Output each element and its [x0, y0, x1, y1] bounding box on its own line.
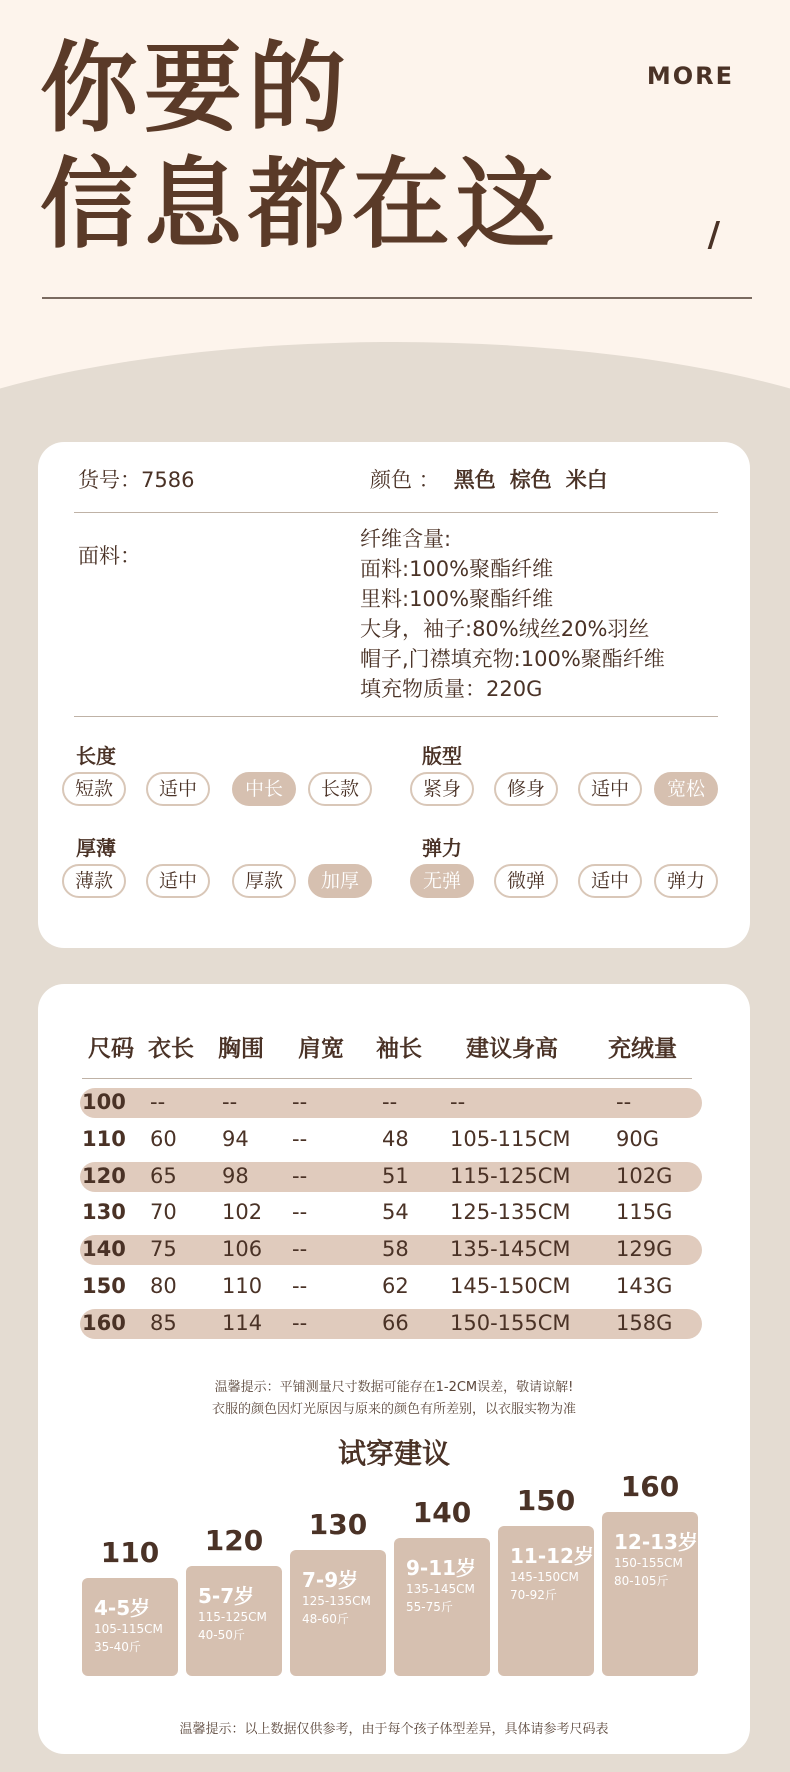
attr-fit-title: 版型	[422, 744, 462, 768]
fit-weight: 70-92斤	[510, 1588, 557, 1602]
table-cell: --	[292, 1237, 308, 1262]
table-cell: 85	[150, 1310, 177, 1335]
fit-height: 150-155CM	[614, 1556, 683, 1570]
fit-weight: 40-50斤	[198, 1628, 245, 1642]
table-cell: 51	[382, 1163, 409, 1188]
fit-height: 145-150CM	[510, 1570, 579, 1584]
attr-length-option: 短款	[62, 772, 126, 806]
attr-fit-option: 适中	[578, 772, 642, 806]
fit-weight: 80-105斤	[614, 1574, 669, 1588]
table-cell: --	[382, 1090, 398, 1114]
page-title-line1: 你要的	[40, 32, 353, 146]
fit-weight: 55-75斤	[406, 1600, 453, 1614]
color-option: 黑色	[453, 468, 496, 492]
table-cell: 65	[150, 1163, 177, 1188]
fit-size: 160	[620, 1470, 680, 1503]
color-row	[370, 464, 608, 494]
attr-thickness-option-selected: 加厚	[308, 864, 372, 898]
table-cell: 94	[222, 1126, 249, 1151]
fit-size: 120	[204, 1524, 264, 1557]
fit-card	[290, 1550, 386, 1676]
table-cell-size: 150	[82, 1274, 126, 1298]
sku-label: 货号：	[78, 468, 141, 492]
table-cell-size: 120	[82, 1163, 126, 1188]
fabric-line: 填充物质量：220G	[360, 677, 543, 701]
table-cell: 58	[382, 1237, 409, 1262]
color-label: 颜色 ：	[370, 468, 440, 492]
table-cell: 98	[222, 1163, 249, 1188]
table-header-length: 衣长	[148, 1036, 194, 1062]
table-cell: 125-135CM	[450, 1200, 571, 1225]
attr-length-option: 适中	[146, 772, 210, 806]
fit-size: 110	[100, 1536, 160, 1569]
table-cell: 62	[382, 1274, 409, 1298]
table-cell: 110	[222, 1274, 263, 1298]
attr-elastic-option: 微弹	[494, 864, 558, 898]
attr-fit-option: 修身	[494, 772, 558, 806]
table-cell: 102G	[616, 1163, 673, 1188]
table-cell: --	[150, 1090, 166, 1114]
table-cell: 90G	[616, 1126, 659, 1151]
table-cell: 158G	[616, 1310, 673, 1335]
table-cell-size: 160	[82, 1310, 126, 1335]
fit-age: 7-9岁	[302, 1568, 359, 1592]
product-info-card	[38, 442, 750, 948]
table-header-size: 尺码	[88, 1036, 134, 1062]
fit-age: 4-5岁	[94, 1596, 151, 1620]
attr-length-title: 长度	[76, 744, 116, 768]
table-tip-2: 衣服的颜色因灯光原因与原来的颜色有所差别，以衣服实物为准	[211, 1402, 576, 1417]
table-cell: 115-125CM	[450, 1163, 571, 1188]
table-cell: 150-155CM	[450, 1310, 571, 1335]
fabric-line: 面料:100%聚酯纤维	[360, 557, 554, 581]
table-cell: 48	[382, 1126, 409, 1151]
table-cell: --	[292, 1274, 308, 1298]
table-cell-size: 100	[82, 1090, 126, 1114]
fabric-line: 帽子,门襟填充物:100%聚酯纤维	[360, 647, 665, 671]
fit-card	[498, 1526, 594, 1676]
attr-elastic-title: 弹力	[422, 836, 462, 860]
table-cell: 129G	[616, 1237, 673, 1262]
fit-card	[602, 1512, 698, 1676]
attr-length-option: 长款	[308, 772, 372, 806]
table-cell: 135-145CM	[450, 1237, 571, 1262]
fit-height: 115-125CM	[198, 1610, 267, 1624]
fit-tip: 温馨提示：以上数据仅供参考，由于每个孩子体型差异，具体请参考尺码表	[179, 1722, 609, 1737]
fit-card	[394, 1538, 490, 1676]
fit-weight: 35-40斤	[94, 1640, 141, 1654]
fabric-line: 大身，袖子:80%绒丝20%羽丝	[360, 617, 650, 641]
fit-height: 105-115CM	[94, 1622, 163, 1636]
fit-age: 9-11岁	[406, 1556, 477, 1580]
table-cell-size: 130	[82, 1200, 126, 1225]
table-cell: 70	[150, 1200, 177, 1225]
attr-thickness-title: 厚薄	[76, 836, 116, 860]
table-cell: --	[292, 1200, 308, 1225]
attr-thickness-option: 薄款	[62, 864, 126, 898]
table-header-sleeve: 袖长	[376, 1036, 422, 1062]
table-cell: --	[292, 1310, 308, 1335]
page-title-line2: 信息都在这	[40, 148, 561, 262]
fit-height: 135-145CM	[406, 1582, 475, 1596]
fit-size: 130	[308, 1508, 368, 1541]
table-cell: --	[292, 1163, 308, 1188]
fabric-details	[360, 524, 665, 704]
table-cell: 80	[150, 1274, 177, 1298]
attr-elastic-option: 适中	[578, 864, 642, 898]
fit-size: 150	[516, 1484, 576, 1517]
table-cell: 145-150CM	[450, 1274, 571, 1298]
fabric-label: 面料：	[78, 544, 141, 568]
table-cell: 102	[222, 1200, 263, 1225]
sku-row	[78, 464, 194, 494]
table-cell: 114	[222, 1310, 263, 1335]
fit-age: 12-13岁	[614, 1530, 698, 1554]
fabric-line: 里料:100%聚酯纤维	[360, 587, 554, 611]
table-cell: --	[450, 1090, 466, 1114]
table-tip-1: 温馨提示：平铺测量尺寸数据可能存在1-2CM误差，敬请谅解!	[214, 1380, 574, 1395]
fabric-line: 纤维含量:	[360, 527, 452, 551]
table-cell: --	[292, 1090, 308, 1114]
table-cell: 105-115CM	[450, 1126, 571, 1151]
table-cell: 115G	[616, 1200, 673, 1225]
hero-divider	[42, 297, 752, 299]
table-cell: --	[616, 1090, 632, 1114]
table-header-divider	[82, 1078, 692, 1079]
fit-age: 5-7岁	[198, 1584, 255, 1608]
table-header-height: 建议身高	[466, 1036, 558, 1062]
attr-fit-option-selected: 宽松	[654, 772, 718, 806]
table-header-down: 充绒量	[608, 1036, 677, 1062]
fit-weight: 48-60斤	[302, 1612, 349, 1626]
fit-size: 140	[412, 1496, 472, 1529]
color-option: 棕色	[509, 468, 552, 492]
more-link[interactable]: MORE	[646, 62, 734, 90]
table-cell: 106	[222, 1237, 263, 1262]
attr-length-option-selected: 中长	[232, 772, 296, 806]
divider	[74, 716, 718, 717]
table-header-chest: 胸围	[218, 1036, 264, 1062]
hero-section	[0, 0, 790, 400]
table-cell: 54	[382, 1200, 409, 1225]
fit-height: 125-135CM	[302, 1594, 371, 1608]
size-chart-card	[38, 984, 750, 1754]
table-cell: 75	[150, 1237, 177, 1262]
table-cell: 143G	[616, 1274, 673, 1298]
divider	[74, 512, 718, 513]
attr-elastic-option: 弹力	[654, 864, 718, 898]
table-cell: --	[292, 1126, 308, 1151]
table-cell-size: 110	[82, 1126, 126, 1151]
attr-fit-option: 紧身	[410, 772, 474, 806]
fit-section-title: 试穿建议	[337, 1437, 450, 1470]
attr-elastic-option-selected: 无弹	[410, 864, 474, 898]
slash-mark: /	[707, 215, 720, 255]
fit-card	[186, 1566, 282, 1676]
color-option: 米白	[565, 468, 608, 492]
table-cell: 66	[382, 1310, 409, 1335]
table-header-shoulder: 肩宽	[298, 1036, 344, 1062]
sku-value: 7586	[141, 468, 195, 492]
fit-age: 11-12岁	[510, 1544, 594, 1568]
table-cell: --	[222, 1090, 238, 1114]
fit-card	[82, 1578, 178, 1676]
table-cell-size: 140	[82, 1237, 126, 1262]
attr-thickness-option: 厚款	[232, 864, 296, 898]
attr-thickness-option: 适中	[146, 864, 210, 898]
table-cell: 60	[150, 1126, 177, 1151]
